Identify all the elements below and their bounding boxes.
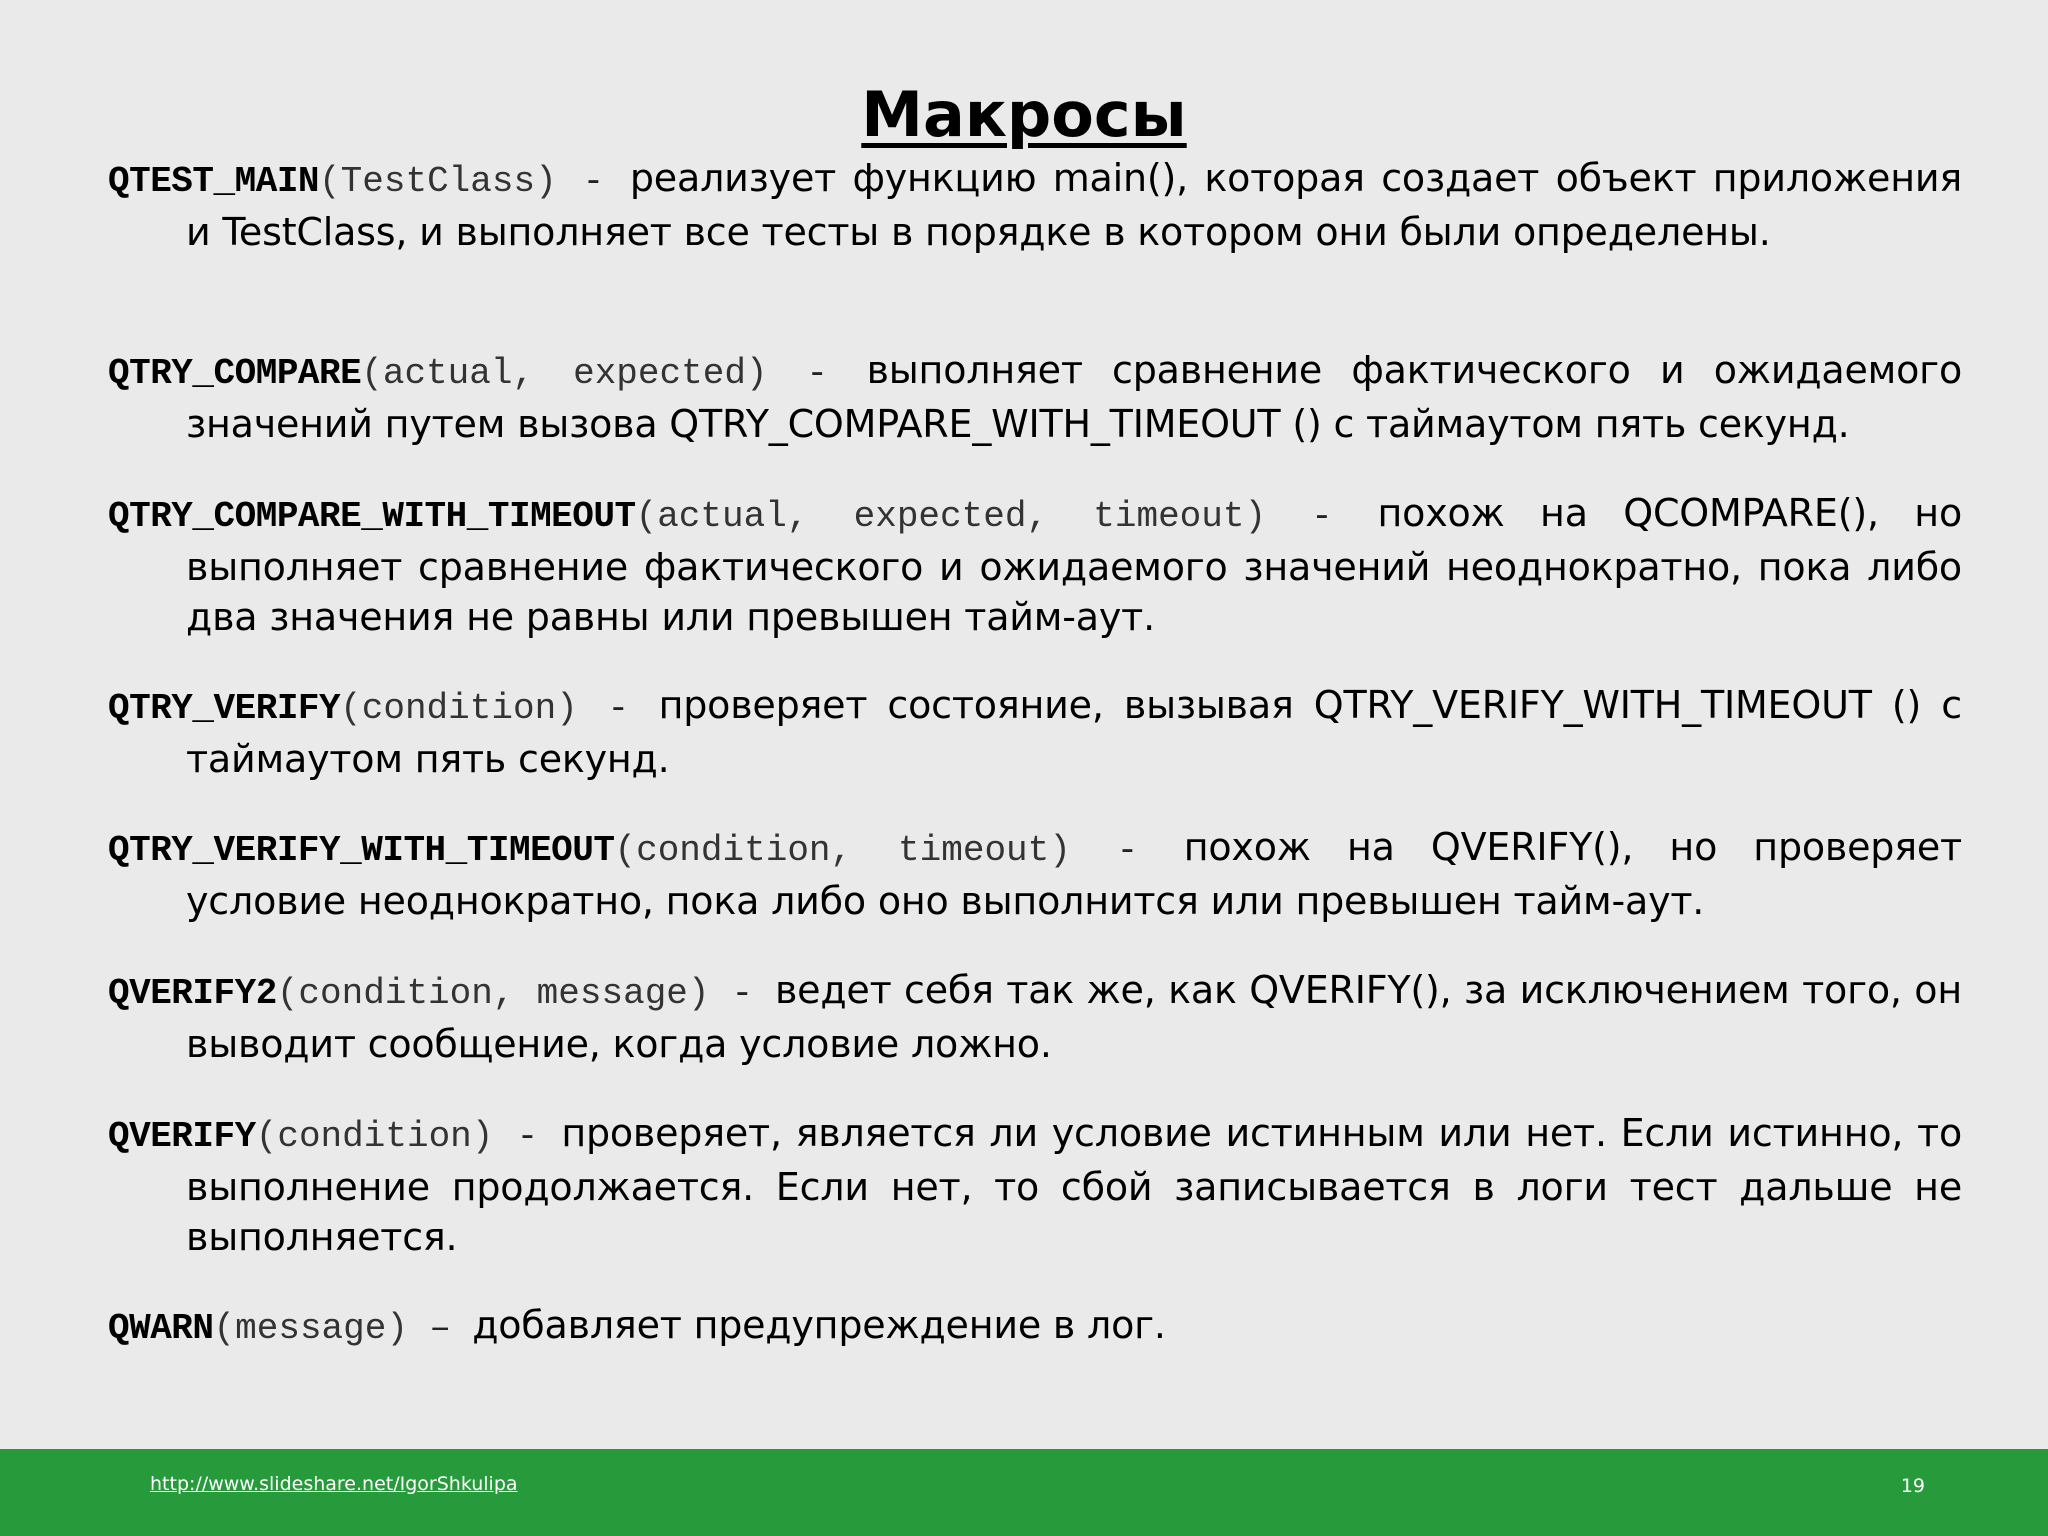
macro-description: проверяет, является ли условие истинным или нет. Если истинно, то выполнение продолжается. Если нет, то сбой записывается в логи тест дальше не выполняется. [186,1111,1962,1259]
macro-args: (message) [213,1308,408,1349]
macro-entry-qverify [108,1108,1962,1262]
macro-args: (actual, expected) [361,353,768,394]
macro-name: QVERIFY [108,1116,256,1157]
macro-args: (actual, expected, timeout) [635,496,1267,537]
macro-name: QTRY_VERIFY [108,688,341,729]
macro-dash: - [767,353,867,394]
macro-dash: - [577,688,659,729]
macro-description: похож на QVERIFY(), но проверяет условие неоднократно, пока либо оно выполнится или превышен тайм-аут. [186,825,1962,923]
macro-args: (condition, timeout) [614,830,1071,871]
macro-entry-qwarn [108,1300,1962,1354]
macro-name: QTRY_COMPARE [108,353,362,394]
slide-title: Макросы [861,78,1187,151]
macro-dash: - [556,161,630,202]
macro-name: QTRY_VERIFY_WITH_TIMEOUT [108,830,615,871]
macro-args: (condition) [340,688,578,729]
macro-entry-qtry-verify-with-timeout [108,822,1962,926]
macro-dash: - [1266,496,1378,537]
macro-entry-qtest-main [108,153,1962,257]
macro-name: QTEST_MAIN [108,161,320,202]
macro-name: QVERIFY2 [108,973,277,1014]
macro-description: ведет себя так же, как QVERIFY(), за исключением того, он выводит сообщение, когда условие ложно. [186,968,1962,1066]
macro-args: (condition) [255,1116,494,1157]
macro-args: (TestClass) [319,161,557,202]
macro-dash: - [1070,830,1184,871]
macro-entry-qtry-compare [108,345,1962,449]
macro-entry-qtry-verify [108,680,1962,784]
macro-dash: - [709,973,775,1014]
macro-description: добавляет предупреждение в лог. [472,1303,1166,1347]
macro-args: (condition, message) [276,973,710,1014]
macro-dash: - [493,1116,562,1157]
macro-dash: – [407,1308,473,1349]
page-number: 19 [1900,1475,1925,1497]
macro-name: QWARN [108,1308,214,1349]
macro-name: QTRY_COMPARE_WITH_TIMEOUT [108,496,636,537]
macro-description: проверяет состояние, вызывая QTRY_VERIFY_WITH_TIMEOUT () с таймаутом пять секунд. [186,683,1962,781]
footer-link[interactable]: http://www.slideshare.net/IgorShkulipa [150,1473,518,1495]
macro-description: выполняет сравнение фактического и ожидаемого значений путем вызова QTRY_COMPARE_WITH_TIMEOUT () с таймаутом пять секунд. [186,348,1962,446]
macro-description: реализует функцию main(), которая создает объект приложения и TestClass, и выполняет все тесты в порядке в котором они были определены. [186,156,1962,254]
macro-description: похож на QCOMPARE(), но выполняет сравнение фактического и ожидаемого значений неоднократно, пока либо два значения не равны или превышен тайм-аут. [186,491,1962,639]
macro-entry-qtry-compare-with-timeout [108,488,1962,642]
macro-entry-qverify2 [108,965,1962,1069]
